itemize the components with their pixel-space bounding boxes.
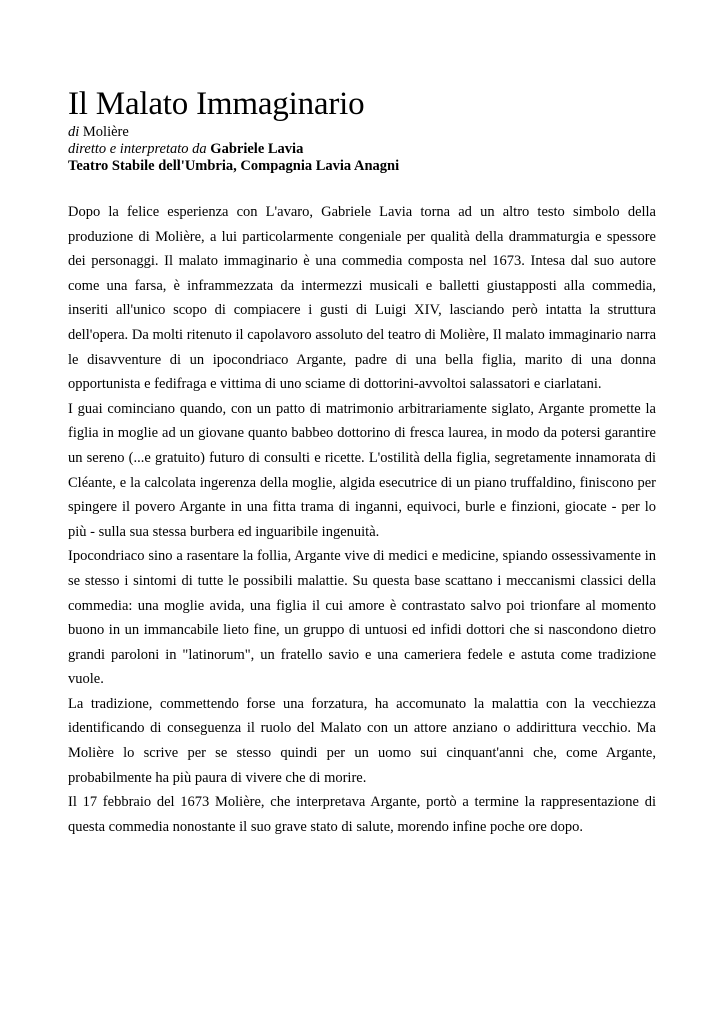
paragraph: Il 17 febbraio del 1673 Molière, che interpretava Argante, portò a termine la rappresentazione di questa commedia nonostante il suo grave stato di salute, morendo infine poche ore dopo.: [68, 794, 656, 835]
author-prefix: di: [68, 124, 80, 140]
paragraph: Dopo la felice esperienza con L'avaro, Gabriele Lavia torna ad un altro testo simbolo della produzione di Molière, a lui particolarmente congeniale per qualità della drammaturgia e spessore dei personaggi. Il malato immaginario è una commedia composta nel 1673. Intesa dal suo autore come una farsa, è inframmezzata da intermezzi musicali e balletti giustapposti alla commedia, inseriti all'unico scopo di compiacere i gusti di Luigi XIV, lasciando però intatta la struttura dell'opera. Da molti ritenuto il capolavoro assoluto del teatro di Molière, Il malato immaginario narra le disavventure di un ipocondriaco Argante, padre di una bella figlia, marito di una donna opportunista e fedifraga e vittima di uno sciame di dottorini-avvoltoi salassatori e ciarlatani.: [68, 204, 656, 393]
paragraph: La tradizione, commettendo forse una forzatura, ha accomunato la malattia con la vecchiezza identificando di conseguenza il ruolo del Malato con un attore anziano o addirittura vecchio. Ma Molière lo scrive per se stesso quindi per un uomo sui cinquant'anni che, come Argante, probabilmente ha più paura di vivere che di morire.: [68, 695, 656, 786]
paragraph: Ipocondriaco sino a rasentare la follia, Argante vive di medici e medicine, spiando ossessivamente in se stesso i sintomi di tutte le possibili malattie. Su questa base scattano i meccanismi classici della commedia: una moglie avida, una figlia il cui amore è contrastato salvo poi trionfare al momento buono in un immancabile lieto fine, un gruppo di untuosi ed infidi dottori che si nascondono dietro grandi paroloni in "latinorum", un fratello savio e una cameriera fedele e astuta come tradizione vuole.: [68, 548, 656, 688]
document-body: [68, 200, 656, 839]
director-name: Gabriele Lavia: [210, 141, 304, 157]
document-page: [68, 84, 656, 839]
document-title: Il Malato Immaginario: [68, 86, 365, 122]
director-prefix: diretto e interpretato da: [68, 141, 207, 157]
company-line: [68, 158, 656, 175]
author-name: Molière: [82, 124, 129, 140]
paragraph: I guai cominciano quando, con un patto di matrimonio arbitrariamente siglato, Argante promette la figlia in moglie ad un giovane quanto babbeo dottorino di fresca laurea, in modo da potersi garantire un sereno (...e gratuito) futuro di consulti e ricette. L'ostilità della figlia, segretamente innamorata di Cléante, e la calcolata ingerenza della moglie, algida esecutrice di un piano truffaldino, finiscono per spingere il povero Argante in una fitta trama di inganni, equivoci, burle e finzioni, giocate - per lo più - sulla sua stessa burbera ed inguaribile ingenuità.: [68, 400, 656, 540]
company-name: Teatro Stabile dell'Umbria, Compagnia Lavia Anagni: [68, 158, 400, 174]
author-line: [68, 124, 656, 141]
director-line: [68, 141, 656, 158]
